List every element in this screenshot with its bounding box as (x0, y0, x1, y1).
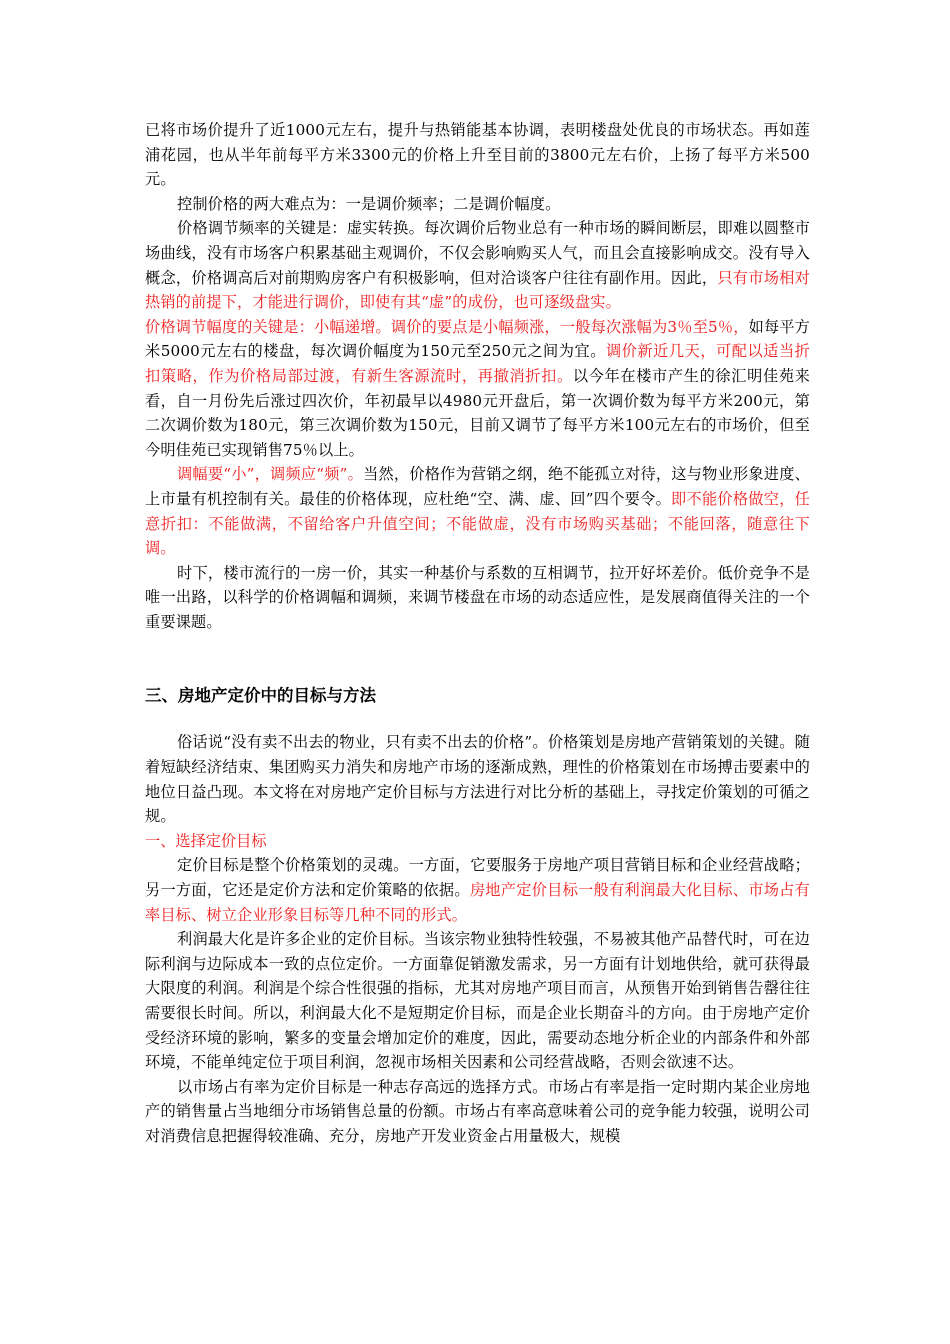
pricing-goals-highlight: 房地产定价目标一般有利润最大化目标、市场占有率目标、树立企业形象目标等几种不同的形式。 (145, 881, 810, 924)
frequency-text: 价格调节频率的关键是：虚实转换。每次调价后物业总有一种市场的瞬间断层，即难以圆整市场曲线，没有市场客户积累基础主观调价，不仅会影响购买人气，而且会直接影响成交。没有导入概念，价格调高后对前期购房客户有积极影响，但对洽谈客户往往有副作用。因此， (145, 219, 810, 287)
paragraph-profit-max: 利润最大化是许多企业的定价目标。当该宗物业独特性较强，不易被其他产品替代时，可在边际利润与边际成本一致的点位定价。一方面靠促销激发需求，另一方面有计划地供给，就可获得最大限度的利润。利润是个综合性很强的指标，尤其对房地产项目而言，从预售开始到销售告罄往往需要很长时间。所以，利润最大化不是短期定价目标，而是企业长期奋斗的方向。由于房地产定价受经济环境的影响，繁多的变量会增加定价的难度，因此，需要动态地分析企业的内部条件和外部环境，不能单纯定位于项目利润，忽视市场相关因素和公司经营战略，否则会欲速不达。 (145, 930, 810, 1072)
document-page (145, 118, 810, 1149)
paragraph-adjust-range (145, 315, 810, 463)
paragraph-small-frequent (145, 462, 810, 560)
paragraph-price-increase: 已将市场价提升了近1000元左右，提升与热销能基本协调，表明楼盘处优良的市场状态。再如莲浦花园，也从半年前每平方米3300元的价格上升至目前的3800元左右价，上扬了每平方米500元。 (145, 121, 810, 189)
section-heading: 三、房地产定价中的目标与方法 (145, 686, 376, 706)
four-rules-highlight: 即不能价格做空，任意折扣：不能做满，不留给客户升值空间；不能做虚，没有市场购买基础；不能回落，随意往下调。 (145, 489, 810, 558)
range-text-2: 以今年在楼市产生的徐汇明佳苑来看，自一月份先后涨过四次价，年初最早以4980元开盘后，第一次调价数为每平方米200元，第二次调价数为180元，第三次调价数为150元，目前又调节了每平方米100元左右的市场价，但至今明佳苑已实现销售75％以上。 (145, 366, 810, 459)
paragraph-adjust-frequency (145, 216, 810, 314)
frequency-highlight: 只有市场相对热销的前提下，才能进行调价，即使有其“虚”的成份，也可逐级盘实。 (145, 268, 810, 312)
paragraph-two-difficulties: 控制价格的两大难点为：一是调价频率；二是调价幅度。 (177, 194, 561, 213)
small-frequent-text: 当然，价格作为营销之纲，绝不能孤立对待，这与物业形象进度、上市量有机控制有关。最佳的价格体现，应杜绝“空、满、虚、回”四个要令。 (145, 465, 810, 508)
pricing-goals-text: 定价目标是整个价格策划的灵魂。一方面，它要服务于房地产项目营销目标和企业经营战略；另一方面，它还是定价方法和定价策略的依据。 (145, 856, 810, 900)
range-highlight-2: 调价新近几天，可配以适当折扣策略，作为价格局部过渡，有新生客源流时，再撤消折扣。 (145, 342, 811, 385)
subheading-pricing-goals: 一、选择定价目标 (145, 831, 267, 850)
range-highlight-1: 价格调节幅度的关键是：小幅递增。调价的要点是小幅频涨，一般每次涨幅为3％至5％， (145, 317, 749, 336)
paragraph-market-share: 以市场占有率为定价目标是一种志存高远的选择方式。市场占有率是指一定时期内某企业房地产的销售量占当地细分市场销售总量的份额。市场占有率高意味着公司的竞争能力较强，说明公司对消费信息把握得较准确、充分，房地产开发业资金占用量极大，规模 (145, 1077, 810, 1145)
small-frequent-highlight: 调幅要“小”，调频应“频”。 (177, 465, 364, 484)
range-text-1: 如每平方米5000元左右的楼盘，每次调价幅度为150元至250元之间为宜。 (145, 317, 810, 361)
paragraph-one-room-one-price: 时下，楼市流行的一房一价，其实一种基价与系数的互相调节，拉开好坏差价。低价竞争不是唯一出路，以科学的价格调幅和调频，来调节楼盘在市场的动态适应性，是发展商值得关注的一个重要课题。 (145, 563, 810, 631)
paragraph-intro: 俗话说“没有卖不出去的物业，只有卖不出去的价格”。价格策划是房地产营销策划的关键。随着短缺经济结束、集团购买力消失和房地产市场的逐渐成熟，理性的价格策划在市场搏击要素中的地位日益凸现。本文将在对房地产定价目标与方法进行对比分析的基础上，寻找定价策划的可循之规。 (145, 733, 810, 826)
paragraph-pricing-goals (145, 853, 810, 927)
